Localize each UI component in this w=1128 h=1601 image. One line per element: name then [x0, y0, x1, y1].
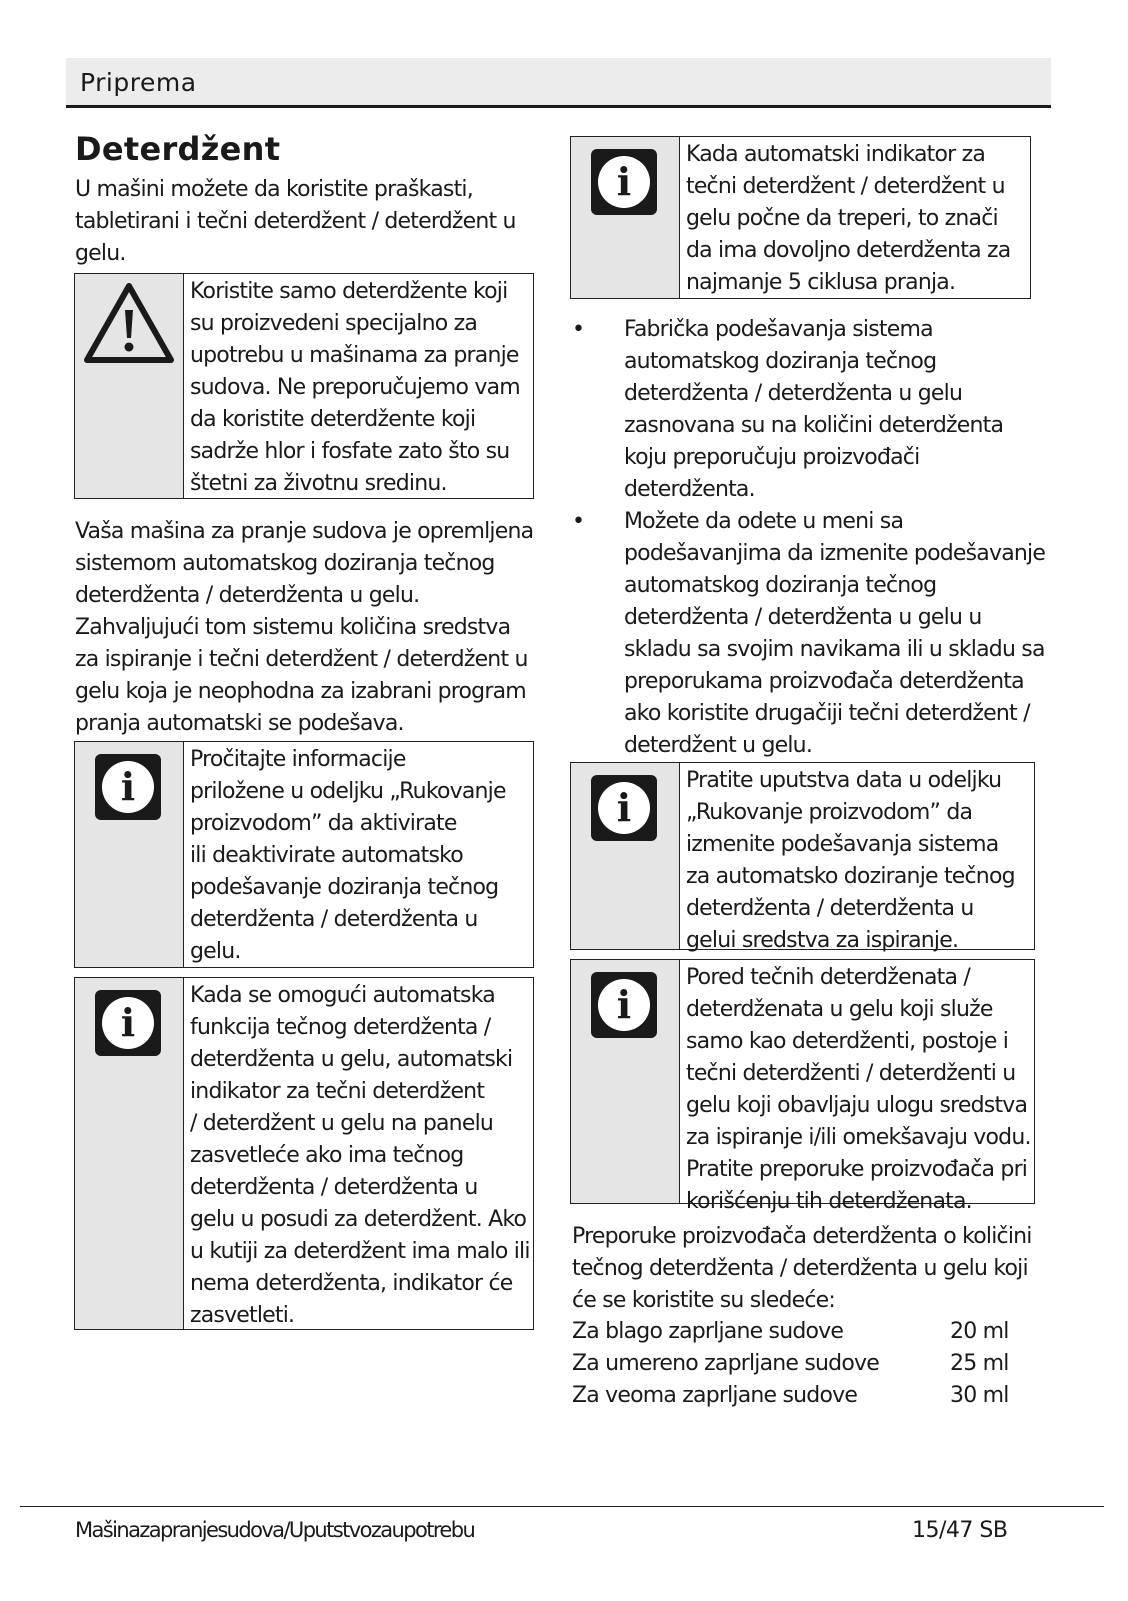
info-note-blinking	[570, 136, 1031, 299]
info-text-detergents: Pored tečnih deterdženata / deterdženata u gelu koji služe samo kao deterdženti, postoje i tečni deterdženti / deterdženti u gelu koji obavljaju ulogu sredstva za ispiranje i/ili omekšavaju vodu. Pratite preporuke proizvođača pri korišćenju tih deterdženata.	[686, 965, 1031, 1214]
dosage-table	[572, 1316, 1009, 1412]
footer-divider	[20, 1506, 1104, 1507]
page-number: 15/47 SB	[912, 1518, 1008, 1543]
warning-text: Koristite samo deterdžente koji su proizvedeni specijalno za upotrebu u mašinama za pranje sudova. Ne preporučujemo vam da koristite deterdžente koji sadrže hlor i fosfate zato što su štetni za životnu sredinu.	[190, 279, 520, 496]
info-text-blinking: Kada automatski indikator za tečni deterdžent / deterdžent u gelu počne da treperi, to znači da ima dovoljno deterdženta za najmanje 5 ciklusa pranja.	[686, 142, 1011, 295]
warning-icon	[81, 280, 177, 366]
dose-amount: 30 ml	[950, 1383, 1009, 1408]
info-note-detergents	[570, 959, 1035, 1214]
info-note-activation	[74, 741, 534, 968]
info-icon: i	[591, 149, 657, 215]
info-text-settings: Pratite uputstva data u odeljku „Rukovanje proizvodom” da izmenite podešavanja sistema za automatsko doziranje tečnog deterdženta / deterdženta u gelui sredstva za ispiranje.	[686, 768, 1015, 953]
info-note-settings	[570, 762, 1035, 953]
dose-amount: 20 ml	[950, 1319, 1009, 1344]
info-icon: i	[95, 754, 161, 820]
section-title: Priprema	[80, 68, 197, 97]
table-row	[572, 1316, 1009, 1348]
settings-bullet-list	[572, 314, 1045, 762]
page-title: Deterdžent	[75, 130, 281, 168]
dose-amount: 25 ml	[950, 1351, 1009, 1376]
info-icon: i	[95, 990, 161, 1056]
warning-note	[74, 273, 534, 499]
dose-label: Za umereno zaprljane sudove	[572, 1351, 879, 1376]
system-paragraph: Vaša mašina za pranje sudova je opremljena sistemom automatskog doziranja tečnog deterdženta / deterdženta u gelu. Zahvaljujući tom sistemu količina sredstva za ispiranje i tečni deterdžent / deterdžent u gelu koja je neophodna za izabrani program pranja automatski se podešava.	[75, 519, 534, 736]
intro-paragraph: U mašini možete da koristite praškasti, tabletirani i tečni deterdžent / deterdžent u gelu.	[75, 177, 516, 266]
dose-label: Za blago zaprljane sudove	[572, 1319, 844, 1344]
info-icon: i	[591, 972, 657, 1038]
list-item: • Fabrička podešavanja sistema automatskog doziranja tečnog deterdženta / deterdženta u gelu zasnovana su na količini deterdženta koju preporučuju proizvođači deterdženta.	[572, 314, 1045, 506]
dose-label: Za veoma zaprljane sudove	[572, 1383, 858, 1408]
info-note-indicator	[74, 977, 534, 1330]
footer-doc-title: Mašinazapranjesudova/Uputstvozaupotrebu	[75, 1518, 475, 1542]
list-item: • Možete da odete u meni sa podešavanjima da izmenite podešavanje automatskog doziranja tečnog deterdženta / deterdženta u gelu u skladu sa svojim navikama ili u skladu sa preporukama proizvođača deterdženta ako koristite drugačiji tečni deterdžent / deterdžent u gelu.	[572, 506, 1045, 762]
info-icon: i	[591, 775, 657, 841]
info-text-indicator: Kada se omogući automatska funkcija tečnog deterdženta / deterdženta u gelu, automatski indikator za tečni deterdžent / deterdžent u gelu na panelu zasvetleće ako ima tečnog deterdženta / deterdženta u gelu u posudi za deterdžent. Ako u kutiji za deterdžent ima malo ili nema deterdženta, indikator će zasvetleti.	[190, 983, 530, 1328]
recommendation-paragraph: Preporuke proizvođača deterdženta o količini tečnog deterdženta / deterdženta u gelu koji će se koristite su sledeće:	[572, 1224, 1032, 1313]
info-text-activation: Pročitajte informacije priložene u odeljku „Rukovanje proizvodom” da aktivirate ili deaktivirate automatsko podešavanje doziranja tečnog deterdženta / deterdženta u gelu.	[190, 747, 506, 964]
section-header	[66, 58, 1051, 108]
table-row	[572, 1348, 1009, 1380]
table-row	[572, 1380, 1009, 1412]
warning-icon-cell	[75, 274, 184, 498]
